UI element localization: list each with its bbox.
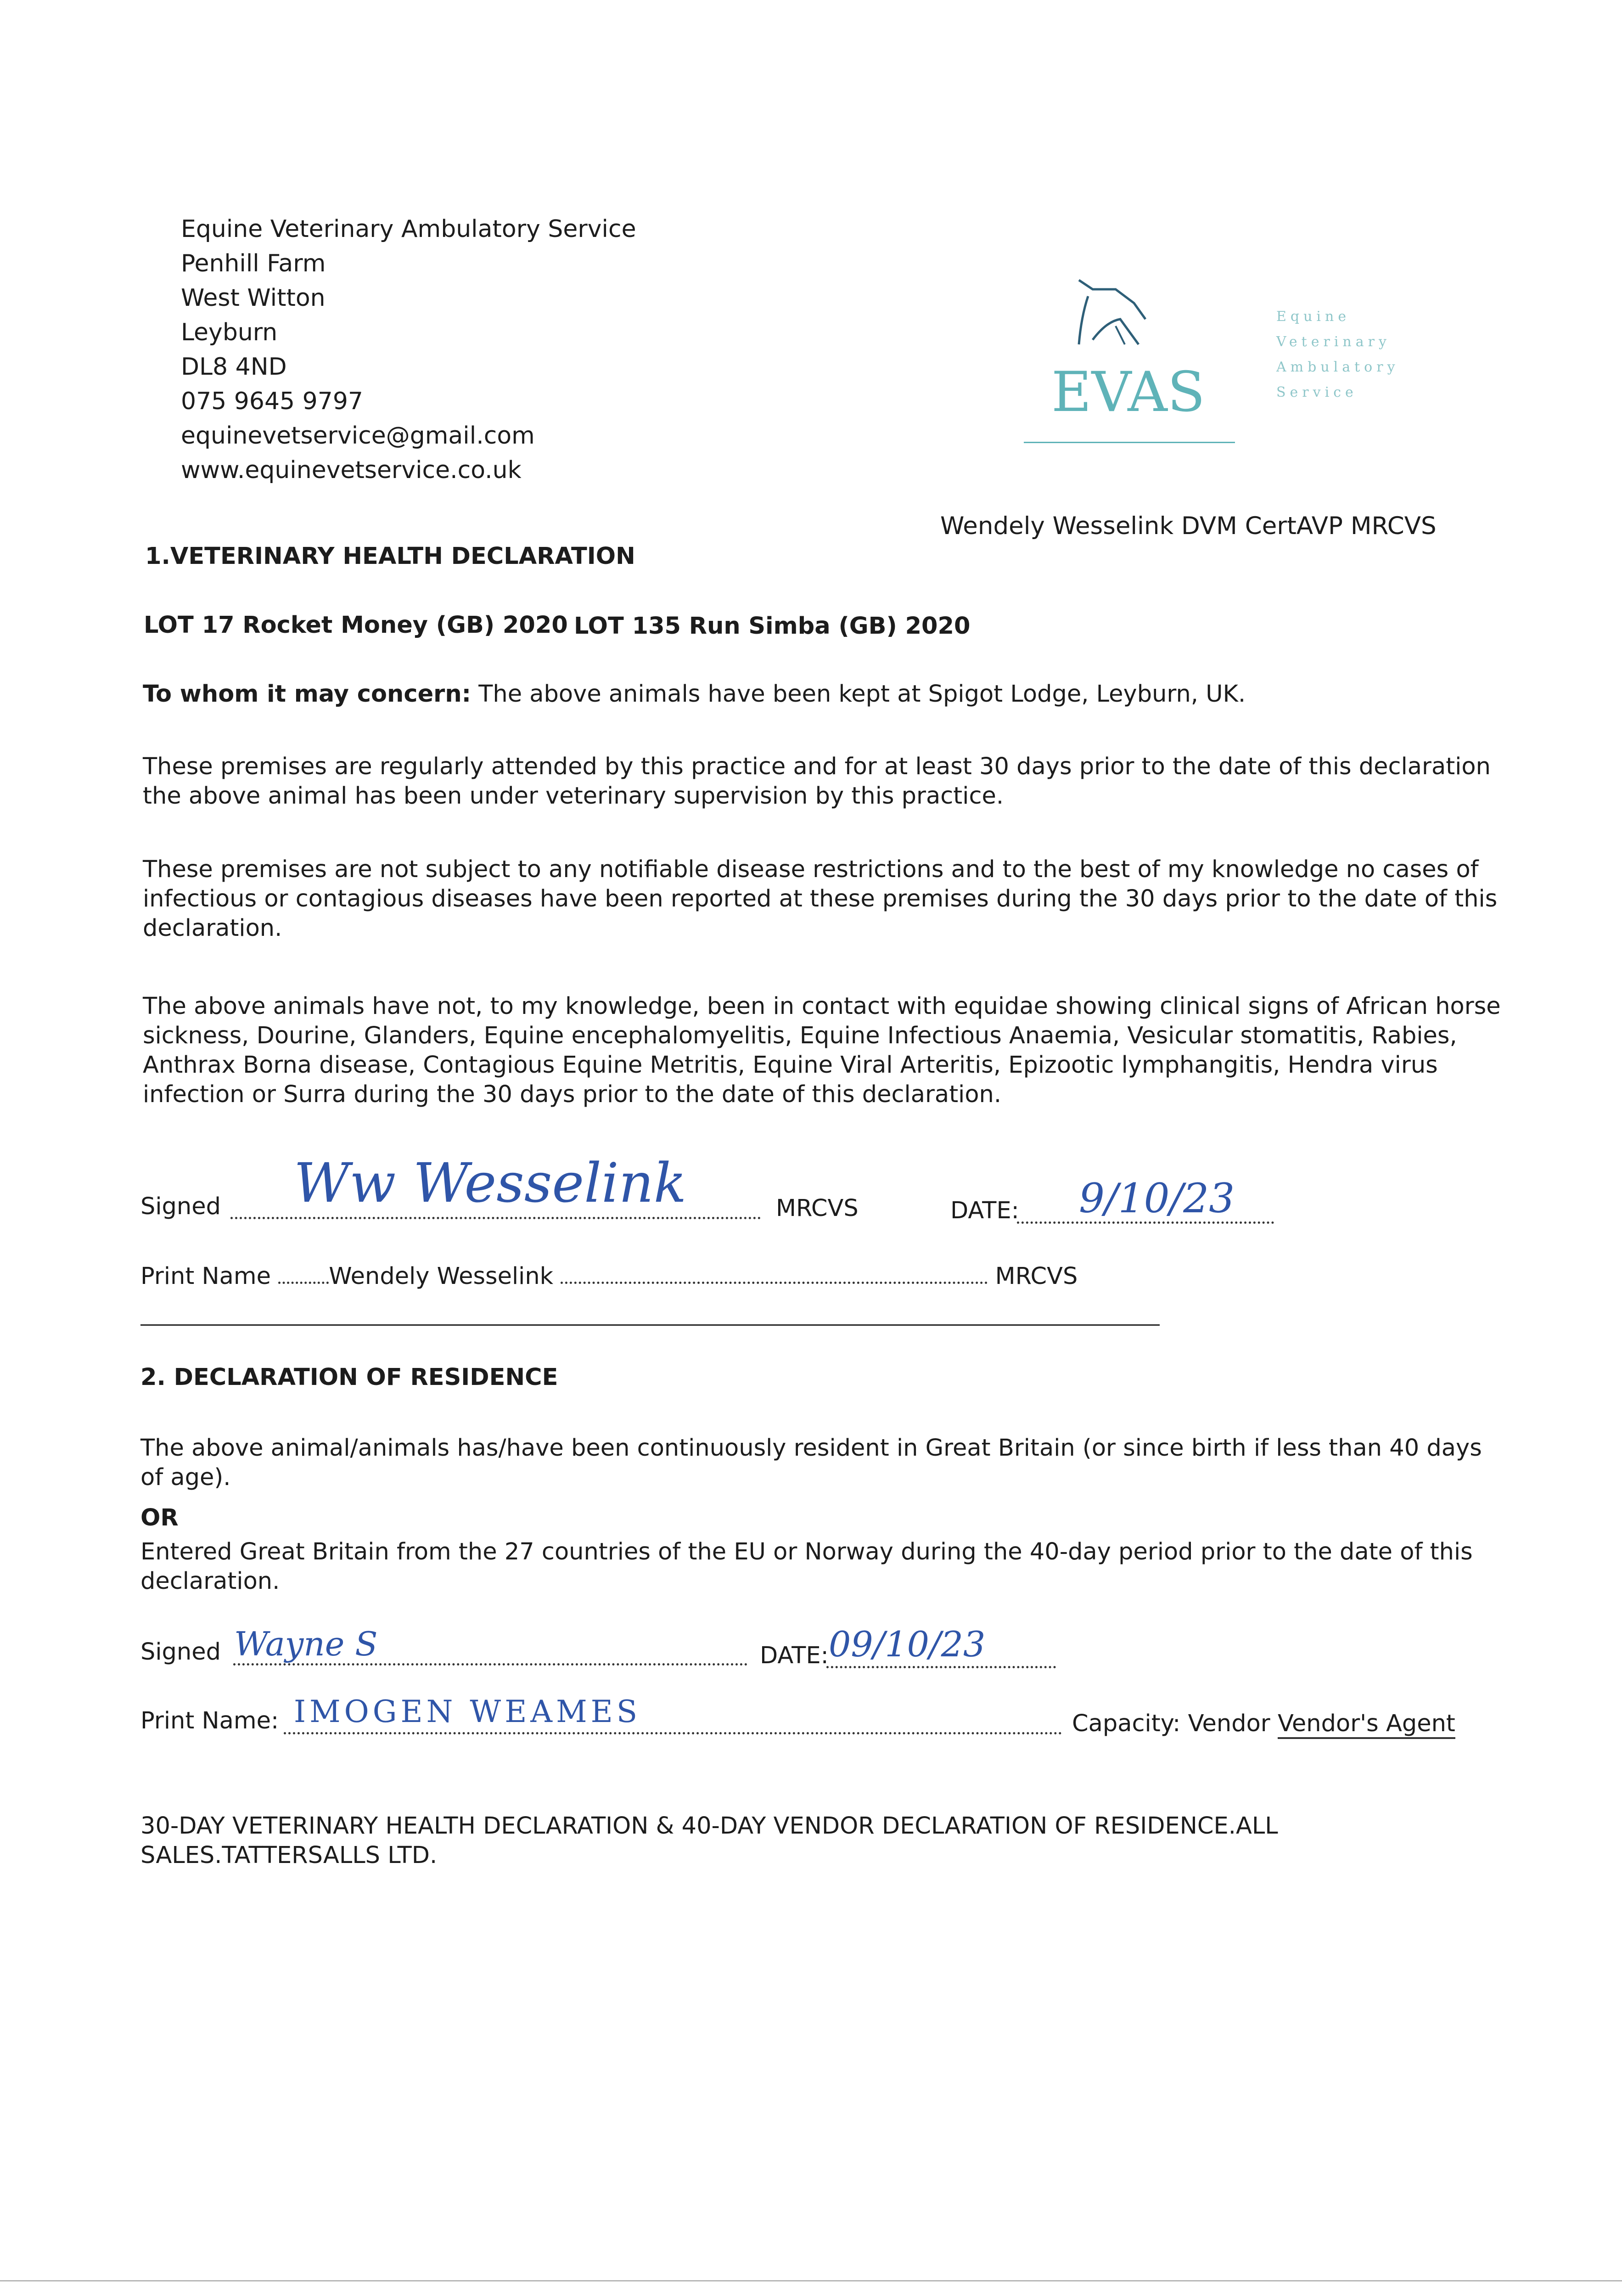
to-whom-line bbox=[143, 680, 1246, 709]
logo-side-line: Service bbox=[1276, 384, 1358, 400]
address-line: DL8 4ND bbox=[181, 353, 287, 381]
section-1-heading: 1.VETERINARY HEALTH DECLARATION bbox=[145, 543, 635, 570]
address-line: www.equinevetservice.co.uk bbox=[181, 456, 522, 484]
capacity-label: Capacity: bbox=[1072, 1710, 1181, 1737]
section-2-heading: 2. DECLARATION OF RESIDENCE bbox=[140, 1364, 558, 1391]
logo-side-line: Equine bbox=[1276, 309, 1351, 325]
section-divider bbox=[140, 1324, 1160, 1326]
print-name-mrcvs: MRCVS bbox=[995, 1263, 1078, 1290]
lot-1: LOT 17 Rocket Money (GB) 2020 bbox=[144, 612, 568, 639]
address-line: Leyburn bbox=[181, 319, 278, 346]
date-label: DATE: bbox=[950, 1197, 1019, 1224]
capacity-agent: Vendor's Agent bbox=[1278, 1710, 1455, 1739]
signed-label: Signed bbox=[140, 1193, 221, 1220]
vet-credentials: Wendely Wesselink DVM CertAVP MRCVS bbox=[940, 512, 1437, 540]
vet-signature: Ww Wesselink bbox=[294, 1151, 687, 1215]
evas-logo bbox=[1024, 276, 1423, 450]
paragraph: These premises are not subject to any notifiable disease restrictions and to the best of my knowledge no cases of infectious or contagious diseases have been reported at these premises during the 30 days prior to the date of this declaration. bbox=[143, 856, 1498, 942]
concern-text: The above animals have been kept at Spigot Lodge, Leyburn, UK. bbox=[471, 681, 1246, 708]
logo-side-line: Ambulatory bbox=[1276, 359, 1399, 375]
print-name-label: Print Name: bbox=[140, 1707, 279, 1734]
print-name-line bbox=[284, 1732, 1062, 1734]
paragraph: The above animals have not, to my knowledge, been in contact with equidae showing clinical signs of African horse sickness, Dourine, Glanders, Equine encephalomyelitis, Equine Infectious Anaemia, Vesicular stomatitis, Rabies, Anthrax Borna disease, Contagious Equine Metritis, Equine Viral Arteritis, Epizootic lymphangitis, Hendra virus infection or Surra during the 30 days prior to the date of this declaration. bbox=[143, 993, 1501, 1108]
print-name-value: Wendely Wesselink bbox=[329, 1263, 554, 1290]
practice-address bbox=[181, 212, 636, 488]
address-line: Penhill Farm bbox=[181, 250, 326, 277]
or-label: OR bbox=[140, 1504, 179, 1531]
vendor-date: 09/10/23 bbox=[829, 1624, 986, 1665]
capacity-line bbox=[1072, 1709, 1455, 1739]
vendor-signature: Wayne S bbox=[234, 1625, 378, 1663]
capacity-vendor: Vendor bbox=[1188, 1710, 1270, 1737]
date-line bbox=[826, 1666, 1056, 1668]
logo-side-line: Veterinary bbox=[1276, 334, 1391, 350]
address-line: Equine Veterinary Ambulatory Service bbox=[181, 215, 636, 243]
vet-date: 9/10/23 bbox=[1079, 1175, 1235, 1222]
address-line: equinevetservice@gmail.com bbox=[181, 422, 535, 450]
footer-text: 30-DAY VETERINARY HEALTH DECLARATION & 40-DAY VENDOR DECLARATION OF RESIDENCE.ALL SALES.TATTERSALLS LTD. bbox=[140, 1812, 1278, 1869]
address-line: West Witton bbox=[181, 284, 326, 312]
logo-side-text bbox=[1276, 304, 1399, 405]
signature-line bbox=[230, 1217, 761, 1219]
horse-head-icon bbox=[1061, 276, 1162, 367]
dots bbox=[561, 1282, 988, 1284]
print-name-line bbox=[140, 1262, 1078, 1291]
page-bottom-edge bbox=[0, 2280, 1622, 2281]
signed-mrcvs: MRCVS bbox=[776, 1195, 859, 1222]
paragraph: Entered Great Britain from the 27 countries of the EU or Norway during the 40-day period prior to the date of this declaration. bbox=[140, 1538, 1473, 1595]
print-name-label: Print Name bbox=[140, 1263, 271, 1290]
signature-line bbox=[233, 1663, 747, 1666]
date-label: DATE: bbox=[760, 1642, 829, 1669]
lot-2: LOT 135 Run Simba (GB) 2020 bbox=[574, 613, 971, 640]
address-line: 075 9645 9797 bbox=[181, 388, 363, 415]
logo-underline bbox=[1024, 442, 1235, 443]
concern-label: To whom it may concern: bbox=[143, 681, 471, 708]
vendor-print-name: IMOGEN WEAMES bbox=[294, 1694, 641, 1729]
logo-wordmark: EVAS bbox=[1051, 360, 1205, 424]
dots bbox=[278, 1282, 329, 1284]
signed-label: Signed bbox=[140, 1638, 221, 1666]
paragraph: The above animal/animals has/have been continuously resident in Great Britain (or since birth if less than 40 days of age). bbox=[140, 1435, 1482, 1491]
paragraph: These premises are regularly attended by this practice and for at least 30 days prior to the date of this declaration the above animal has been under veterinary supervision by this practice. bbox=[143, 753, 1491, 810]
